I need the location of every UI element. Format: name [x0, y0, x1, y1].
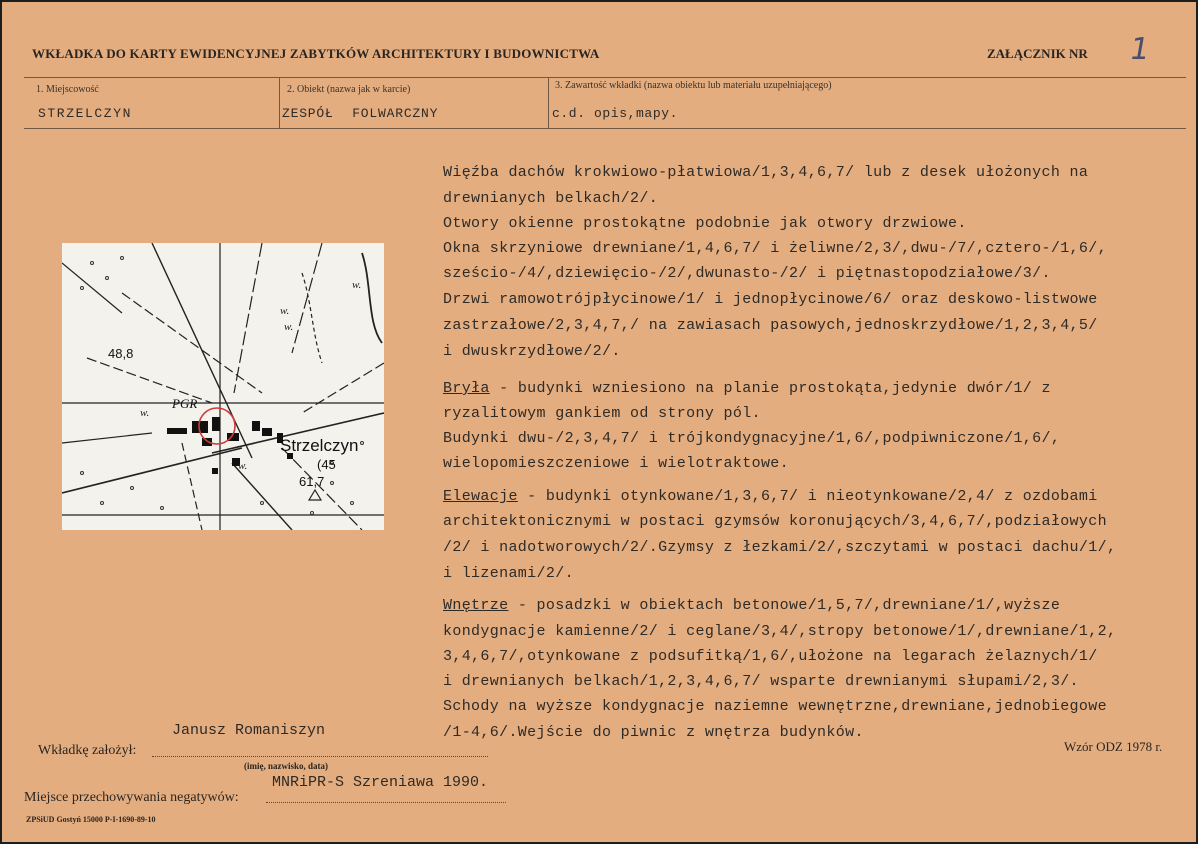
body-line: Budynki dwu-/2,3,4,7/ i trójkondygnacyjne/1,6/,podpiwniczone/1,6/,: [443, 430, 1061, 447]
location-map: [62, 243, 384, 530]
map-well-label: w.: [280, 305, 290, 317]
body-line: Otwory okienne prostokątne podobnie jak otwory drzwiowe.: [443, 215, 967, 232]
locality-value: STRZELCZYN: [38, 106, 133, 121]
body-line: Okna skrzyniowe drewniane/1,4,6,7/ i żeliwne/2,3/,dwu-/7/,cztero-/1,6/,: [443, 240, 1107, 257]
section-elewacje: [443, 488, 1098, 505]
body-line: i drewnianych belkach/1,2,3,4,6,7/ wsparte drewnianymi słupami/2,3/.: [443, 673, 1079, 690]
map-well-label: w.: [238, 460, 248, 472]
section-text: - posadzki w obiektach betonowe/1,5,7/,drewniane/1/,wyższe: [508, 597, 1061, 614]
header-top-rule: [24, 77, 1186, 78]
object-value: ZESPÓŁ FOLWARCZNY: [282, 106, 439, 121]
author-hint: (imię, nazwisko, data): [244, 761, 328, 771]
body-line: ryzalitowym gankiem od strony pól.: [443, 405, 761, 422]
storage-line: [266, 802, 506, 803]
body-line: Schody na wyższe kondygnacje naziemne wewnętrzne,drewniane,jednobiegowe: [443, 698, 1107, 715]
content-value: c.d. opis,mapy.: [552, 106, 679, 121]
storage-label: Miejsce przechowywania negatywów:: [24, 790, 239, 805]
body-line: Więźba dachów krokwiowo-płatwiowa/1,3,4,6,7/ lub z desek ułożonych na: [443, 164, 1089, 181]
section-heading: Bryła: [443, 380, 490, 397]
body-line: architektonicznymi w postaci gzymsów koronujących/3,4,6,7/,podziałowych: [443, 513, 1107, 530]
map-well-label: w.: [352, 279, 362, 291]
body-line: /1-4,6/.Wejście do piwnic z wnętrza budynków.: [443, 724, 864, 741]
locality-label: 1. Miejscowość: [36, 84, 99, 95]
body-line: zastrzałowe/2,3,4,7,/ na zawiasach pasowych,jednoskrzydłowe/1,2,3,4,5/: [443, 317, 1098, 334]
printer-info: ZPSiUD Gostyń 15000 P-I-1690-89-10: [26, 815, 156, 824]
storage-value: MNRiPR-S Szreniawa 1990.: [272, 774, 489, 791]
form-reference: Wzór ODZ 1978 r.: [1064, 739, 1163, 754]
map-elevation: 48,8: [108, 346, 134, 361]
author-line: [152, 756, 488, 757]
section-bryla: [443, 380, 1051, 397]
section-wnetrze: [443, 597, 1060, 614]
map-well-label: w.: [284, 321, 294, 333]
body-line: Drzwi ramowotrójpłycinowe/1/ i jednopłycinowe/6/ oraz deskowo-listwowe: [443, 291, 1098, 308]
body-line: sześcio-/4/,dziewięcio-/2/,dwunasto-/2/ i piętnastopodziałowe/3/.: [443, 265, 1051, 282]
annex-label: ZAŁĄCZNIK NR: [987, 46, 1088, 61]
section-text: - budynki wzniesiono na planie prostokąta,jedynie dwór/1/ z: [489, 380, 1051, 397]
section-text: - budynki otynkowane/1,3,6,7/ i nieotynkowane/2,4/ z ozdobami: [517, 488, 1098, 505]
body-line: i dwuskrzydłowe/2/.: [443, 343, 621, 360]
map-pgr-label: PGR: [172, 396, 198, 411]
author-value: Janusz Romaniszyn: [172, 722, 326, 739]
body-line: /2/ i nadotworowych/2/.Gzymsy z łezkami/2/,szczytami w postaci dachu/1/,: [443, 539, 1117, 556]
map-elevation: (45: [317, 457, 336, 472]
body-line: kondygnacje kamienne/2/ i ceglane/3,4/,stropy betonowe/1/,drewniane/1,2,: [443, 623, 1117, 640]
body-line: wielopomieszczeniowe i wielotraktowe.: [443, 455, 790, 472]
body-line: 3,4,6,7/,otynkowane z podsufitką/1,6/,ułożone na legarach żelaznych/1/: [443, 648, 1098, 665]
author-label: Wkładkę założył:: [38, 743, 137, 758]
section-heading: Wnętrze: [443, 597, 509, 614]
card-title: WKŁADKA DO KARTY EWIDENCYJNEJ ZABYTKÓW ARCHITEKTURY I BUDOWNICTWA: [32, 46, 600, 61]
map-well-label: w.: [140, 407, 150, 419]
annex-number: 1: [1126, 32, 1153, 67]
object-label: 2. Obiekt (nazwa jak w karcie): [287, 84, 411, 95]
column-divider-1: [279, 77, 280, 129]
header-bottom-rule: [24, 128, 1186, 129]
column-divider-2: [548, 77, 549, 129]
section-heading: Elewacje: [443, 488, 518, 505]
record-card: [2, 2, 1196, 842]
content-label: 3. Zawartość wkładki (nazwa obiektu lub materiału uzupełniającego): [555, 80, 832, 91]
map-place-name: Strzelczyn: [280, 436, 359, 455]
body-line: drewnianych belkach/2/.: [443, 190, 659, 207]
body-line: i lizenami/2/.: [443, 565, 574, 582]
map-drawing: [62, 243, 384, 530]
map-elevation: 61,7: [299, 474, 325, 489]
